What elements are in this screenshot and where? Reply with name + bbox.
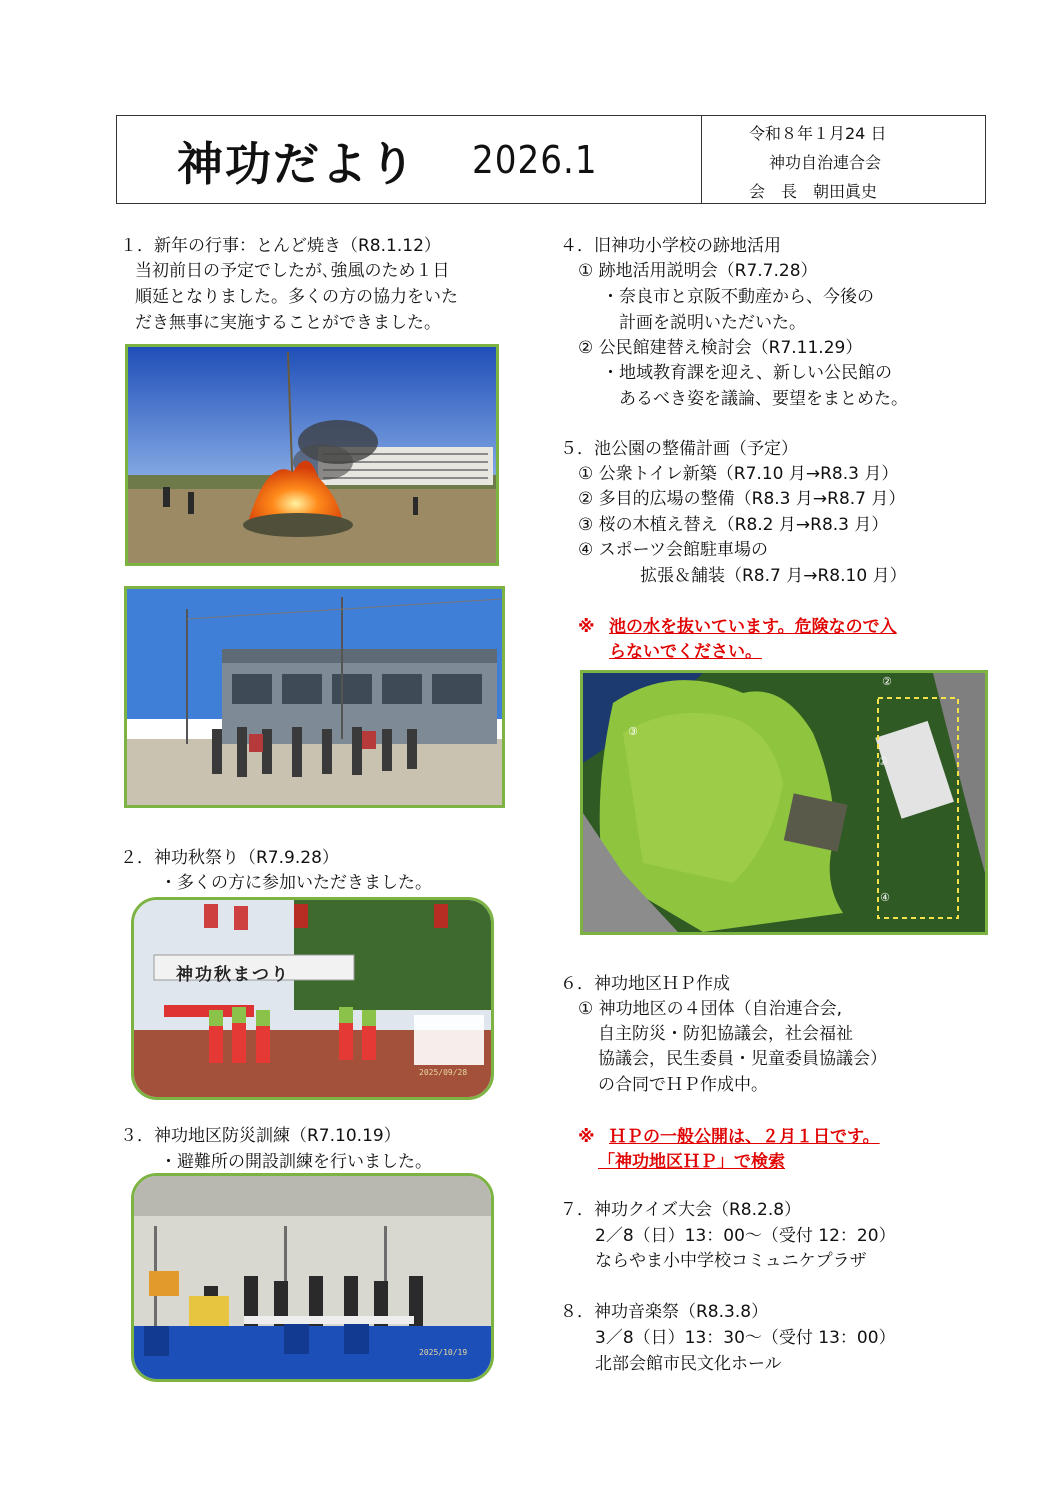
hp-notice-line: ＨＰの一般公開は、２月１日です。 — [609, 1127, 880, 1147]
section-6-heading: ６．神功地区ＨＰ作成 — [560, 974, 730, 994]
section-4-heading: ４．旧神功小学校の跡地活用 — [560, 236, 781, 256]
photo-date-stamp: 2025/09/28 — [419, 1068, 468, 1077]
section-5-item: ④ スポーツ会館駐車場の — [578, 540, 768, 560]
newsletter-title: 神功だより — [177, 137, 417, 191]
section-4-item-detail: ・奈良市と京阪不動産から、今後の — [602, 287, 874, 307]
section-4-item: ② 公民館建替え検討会（R7.11.29） — [578, 338, 863, 358]
section-4-item-detail: ・地域教育課を迎え、新しい公民館の — [602, 363, 893, 383]
section-5-item: ③ 桜の木植え替え（R8.2 月→R8.3 月） — [578, 515, 889, 535]
section-1-body-line: だき無事に実施することができました。 — [135, 313, 441, 333]
tondo-fire-photo — [125, 344, 499, 566]
map-marker-4: ④ — [880, 891, 890, 904]
section-2-heading: ２．神功秋祭り（R7.9.28） — [120, 848, 339, 868]
section-1-heading: １．新年の行事：とんど焼き（R8.1.12） — [120, 236, 441, 256]
section-4-item-detail: 計画を説明いただいた。 — [619, 313, 806, 333]
header-box — [116, 115, 986, 204]
section-1-body-line: 当初前日の予定でしたが､強風のため１日 — [135, 261, 450, 281]
gathering-photo — [124, 586, 505, 808]
section-6-item: 自主防災・防犯協議会，社会福祉 — [598, 1024, 853, 1044]
section-1-body-line: 順延となりました。多くの方の協力をいた — [135, 287, 458, 307]
section-6-item: 協議会，民生委員・児童委員協議会） — [598, 1049, 887, 1069]
map-marker-3: ③ — [628, 725, 638, 738]
autumn-festival-photo — [131, 897, 494, 1100]
section-7-place: ならやま小中学校コミュニケプラザ — [595, 1251, 867, 1271]
publish-date: 令和８年１月24 日 — [749, 124, 887, 143]
section-4-item-detail: あるべき姿を議論、要望をまとめた。 — [619, 389, 908, 409]
publisher-org: 神功自治連合会 — [769, 153, 882, 172]
section-8-heading: ８．神功音楽祭（R8.3.8） — [560, 1302, 769, 1322]
publisher-chair: 会 長 朝田眞史 — [749, 182, 878, 201]
map-marker-2: ② — [882, 675, 892, 688]
section-8-place: 北部会館市民文化ホール — [595, 1354, 782, 1374]
section-3-body: ・避難所の開設訓練を行いました。 — [160, 1152, 432, 1172]
section-5-item: 拡張＆舗装（R8.7 月→R8.10 月） — [640, 566, 907, 586]
pond-park-aerial-map — [580, 670, 988, 935]
section-3-heading: ３．神功地区防災訓練（R7.10.19） — [120, 1126, 401, 1146]
pond-notice-line: 池の水を抜いています。危険なので入 — [609, 617, 897, 637]
section-4-item: ① 跡地活用説明会（R7.7.28） — [578, 261, 818, 281]
section-5-item: ② 多目的広場の整備（R8.3 月→R8.7 月） — [578, 489, 906, 509]
photo-date-stamp: 2025/10/19 — [419, 1348, 468, 1357]
section-6-item: ① 神功地区の４団体（自治連合会, — [578, 999, 843, 1019]
header-divider — [701, 116, 702, 203]
map-marker-1: ① — [878, 755, 888, 768]
section-6-item: の合同でＨＰ作成中。 — [598, 1075, 768, 1095]
disaster-drill-photo — [131, 1173, 494, 1382]
issue-number: 2026.1 — [472, 138, 598, 182]
section-2-body: ・多くの方に参加いただきました。 — [160, 873, 432, 893]
notice-mark: ※ — [578, 1127, 595, 1147]
section-8-time: 3／8（日）13：30～（受付 13：00） — [595, 1328, 896, 1348]
festival-banner-text: 神功秋まつり — [176, 965, 290, 985]
pond-notice-line: らないでください。 — [609, 642, 762, 662]
section-5-item: ① 公衆トイレ新築（R7.10 月→R8.3 月） — [578, 464, 899, 484]
hp-notice-line: 「神功地区ＨＰ」で検索 — [598, 1152, 785, 1172]
section-5-heading: ５．池公園の整備計画（予定） — [560, 439, 798, 459]
section-7-heading: ７．神功クイズ大会（R8.2.8） — [560, 1200, 802, 1220]
notice-mark: ※ — [578, 617, 595, 637]
section-7-time: 2／8（日）13：00～（受付 12：20） — [595, 1226, 896, 1246]
